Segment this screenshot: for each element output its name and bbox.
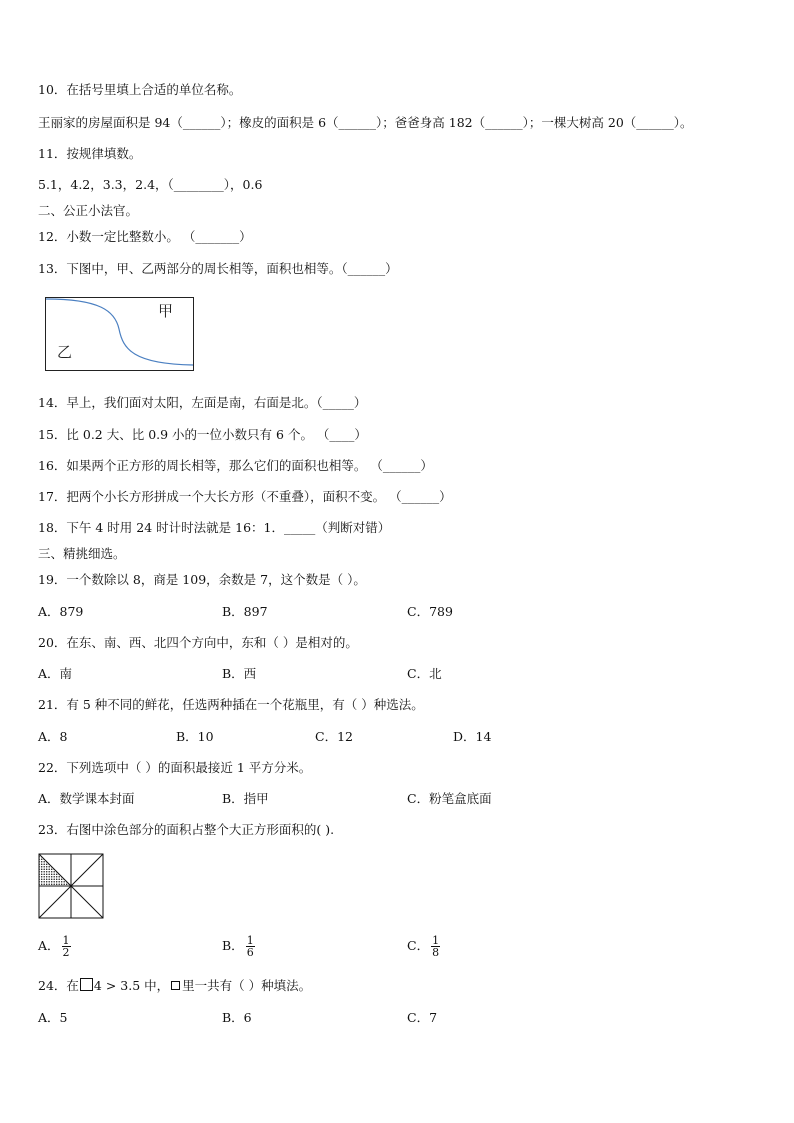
q20-stem: 20．在东、南、西、北四个方向中，东和（ ）是相对的。 bbox=[38, 635, 358, 650]
q16: 16．如果两个正方形的周长相等，那么它们的面积也相等。 （______） bbox=[38, 458, 433, 473]
fraction-denominator: 6 bbox=[246, 946, 254, 959]
q22-option-c[interactable]: C．粉笔盒底面 bbox=[407, 791, 492, 806]
q23-option-a[interactable] bbox=[38, 935, 71, 958]
q11-body: 5.1，4.2，3.3，2.4，（________），0.6 bbox=[38, 177, 263, 192]
q19-option-c[interactable]: C．789 bbox=[407, 604, 453, 619]
q24-stem-pre: 24．在 bbox=[38, 978, 79, 993]
q22-option-b[interactable]: B．指甲 bbox=[222, 791, 269, 806]
q19-option-b[interactable]: B．897 bbox=[222, 604, 268, 619]
q24-stem-post: 里一共有（ ）种填法。 bbox=[182, 978, 312, 993]
blank-box-icon bbox=[80, 978, 93, 991]
q23-stem: 23．右图中涂色部分的面积占整个大正方形面积的( ). bbox=[38, 822, 335, 837]
q22-stem: 22．下列选项中（ ）的面积最接近 1 平方分米。 bbox=[38, 760, 312, 775]
fraction-denominator: 2 bbox=[62, 946, 70, 959]
q24-stem-mid: 4 > 3.5 中， bbox=[93, 978, 170, 993]
q21-option-d[interactable]: D．14 bbox=[453, 729, 492, 744]
q19-option-a[interactable]: A．879 bbox=[38, 604, 84, 619]
q23-option-b[interactable] bbox=[222, 935, 255, 958]
small-box-icon bbox=[171, 981, 180, 990]
fraction-denominator: 8 bbox=[432, 946, 440, 959]
q15: 15．比 0.2 大、比 0.9 小的一位小数只有 6 个。 （____） bbox=[38, 427, 367, 442]
q12: 12．小数一定比整数小。 （_______） bbox=[38, 229, 252, 244]
q20-option-c[interactable]: C．北 bbox=[407, 666, 442, 681]
q10-body: 王丽家的房屋面积是 94（______）；橡皮的面积是 6（______）；爸爸身高 182（______）；一棵大树高 20（______）。 bbox=[38, 115, 693, 130]
q13-figure bbox=[45, 297, 195, 372]
q23-option-c[interactable] bbox=[407, 935, 440, 958]
q11-title: 11．按规律填数。 bbox=[38, 146, 142, 161]
q21-option-c[interactable]: C．12 bbox=[315, 729, 353, 744]
q20-option-b[interactable]: B．西 bbox=[222, 666, 257, 681]
q19-stem: 19．一个数除以 8，商是 109，余数是 7，这个数是（ ）。 bbox=[38, 572, 366, 587]
section-2-heading: 二、公正小法官。 bbox=[38, 203, 139, 218]
q14: 14．早上，我们面对太阳，左面是南，右面是北。（_____） bbox=[38, 395, 367, 410]
q23-option-c-fraction bbox=[431, 935, 440, 958]
section-3-heading: 三、精挑细选。 bbox=[38, 546, 126, 561]
q23-option-a-label: A． bbox=[38, 938, 60, 953]
q21-option-b[interactable]: B．10 bbox=[176, 729, 214, 744]
q13: 13．下图中，甲、乙两部分的周长相等，面积也相等。（______） bbox=[38, 261, 398, 276]
q21-stem: 21．有 5 种不同的鲜花，任选两种插在一个花瓶里，有（ ）种选法。 bbox=[38, 697, 424, 712]
fraction-numerator: 1 bbox=[432, 934, 440, 947]
q23-option-a-fraction bbox=[62, 935, 71, 958]
q23-option-b-fraction bbox=[246, 935, 255, 958]
q10-title: 10．在括号里填上合适的单位名称。 bbox=[38, 82, 242, 97]
q23-option-c-label: C． bbox=[407, 938, 430, 953]
q18: 18．下午 4 时用 24 时计时法就是 16：1．_____（判断对错） bbox=[38, 520, 391, 535]
q24-option-a[interactable]: A．5 bbox=[38, 1010, 68, 1025]
fraction-numerator: 1 bbox=[246, 934, 254, 947]
q23-figure bbox=[38, 853, 104, 919]
q20-option-a[interactable]: A．南 bbox=[38, 666, 73, 681]
q13-label-yi: 乙 bbox=[57, 343, 73, 361]
q23-option-b-label: B． bbox=[222, 938, 244, 953]
fraction-numerator: 1 bbox=[62, 934, 70, 947]
q17: 17．把两个小长方形拼成一个大长方形（不重叠），面积不变。 （______） bbox=[38, 489, 452, 504]
q24-option-b[interactable]: B．6 bbox=[222, 1010, 252, 1025]
q24-stem bbox=[38, 978, 311, 994]
q21-option-a[interactable]: A．8 bbox=[38, 729, 68, 744]
q22-option-a[interactable]: A．数学课本封面 bbox=[38, 791, 135, 806]
q24-option-c[interactable]: C．7 bbox=[407, 1010, 438, 1025]
q13-label-jia: 甲 bbox=[158, 302, 174, 320]
